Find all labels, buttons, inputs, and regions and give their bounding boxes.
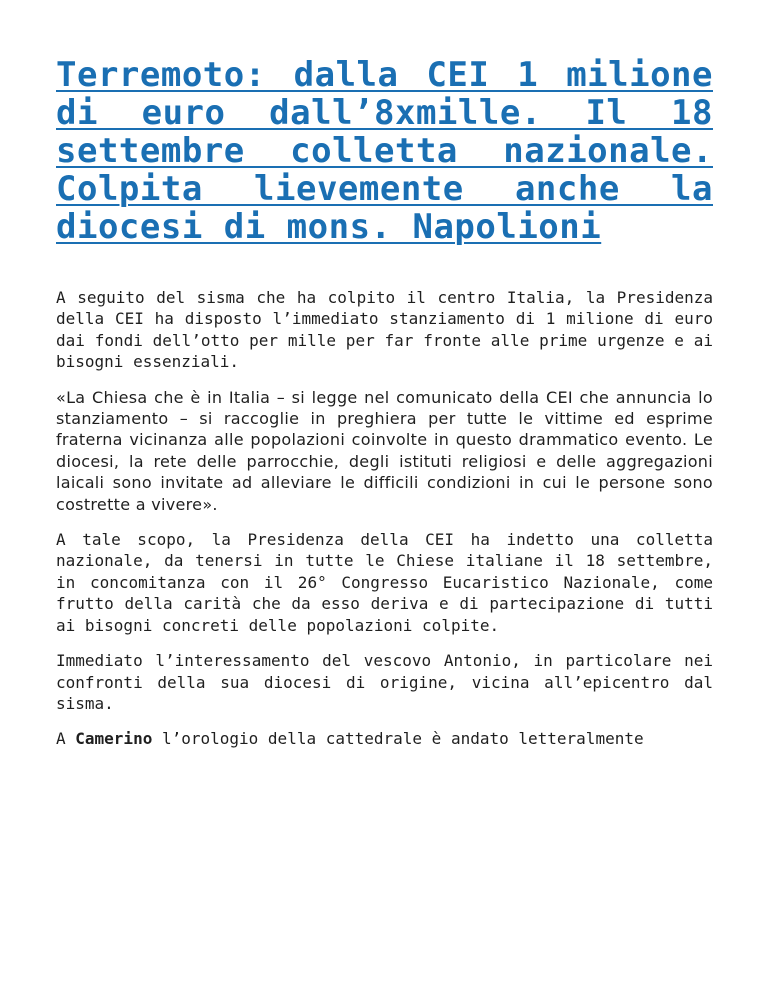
paragraph-5-prefix: A: [56, 729, 76, 749]
article-title-link[interactable]: Terremoto: dalla CEI 1 milione di euro dall’8xmille. Il 18 settembre colletta nazionale. Colpita lievemente anche la diocesi di mons. Napolioni: [56, 55, 713, 247]
paragraph-5: [56, 728, 713, 749]
paragraph-4: Immediato l’interessamento del vescovo Antonio, in particolare nei confronti della sua diocesi di origine, vicina all’epicentro dal sisma.: [56, 651, 713, 713]
paragraph-5-bold-place: Camerino: [75, 729, 153, 749]
article-body: [56, 287, 713, 750]
paragraph-1: A seguito del sisma che ha colpito il centro Italia, la Presidenza della CEI ha disposto l’immediato stanziamento di 1 milione di euro dai fondi dell’otto per mille per far fronte alle prime urgenze e ai bisogni essenziali.: [56, 288, 713, 372]
paragraph-2: «La Chiesa che è in Italia – si legge nel comunicato della CEI che annuncia lo stanziamento – si raccoglie in preghiera per tutte le vittime ed esprime fraterna vicinanza alle popolazioni coinvolte in questo drammatico evento. Le diocesi, la rete delle parrocchie, degli istituti religiosi e delle aggregazioni laicali sono invitate ad alleviare le difficili condizioni in cui le persone sono costrette a vivere».: [56, 387, 713, 514]
paragraph-5-suffix: l’orologio della cattedrale è andato letteralmente: [152, 729, 644, 749]
article-title: [56, 0, 713, 246]
paragraph-3: A tale scopo, la Presidenza della CEI ha indetto una colletta nazionale, da tenersi in tutte le Chiese italiane il 18 settembre, in concomitanza con il 26° Congresso Eucaristico Nazionale, come frutto della carità che da esso deriva e di partecipazione di tutti ai bisogni concreti delle popolazioni colpite.: [56, 530, 713, 635]
document-page: [56, 0, 713, 764]
